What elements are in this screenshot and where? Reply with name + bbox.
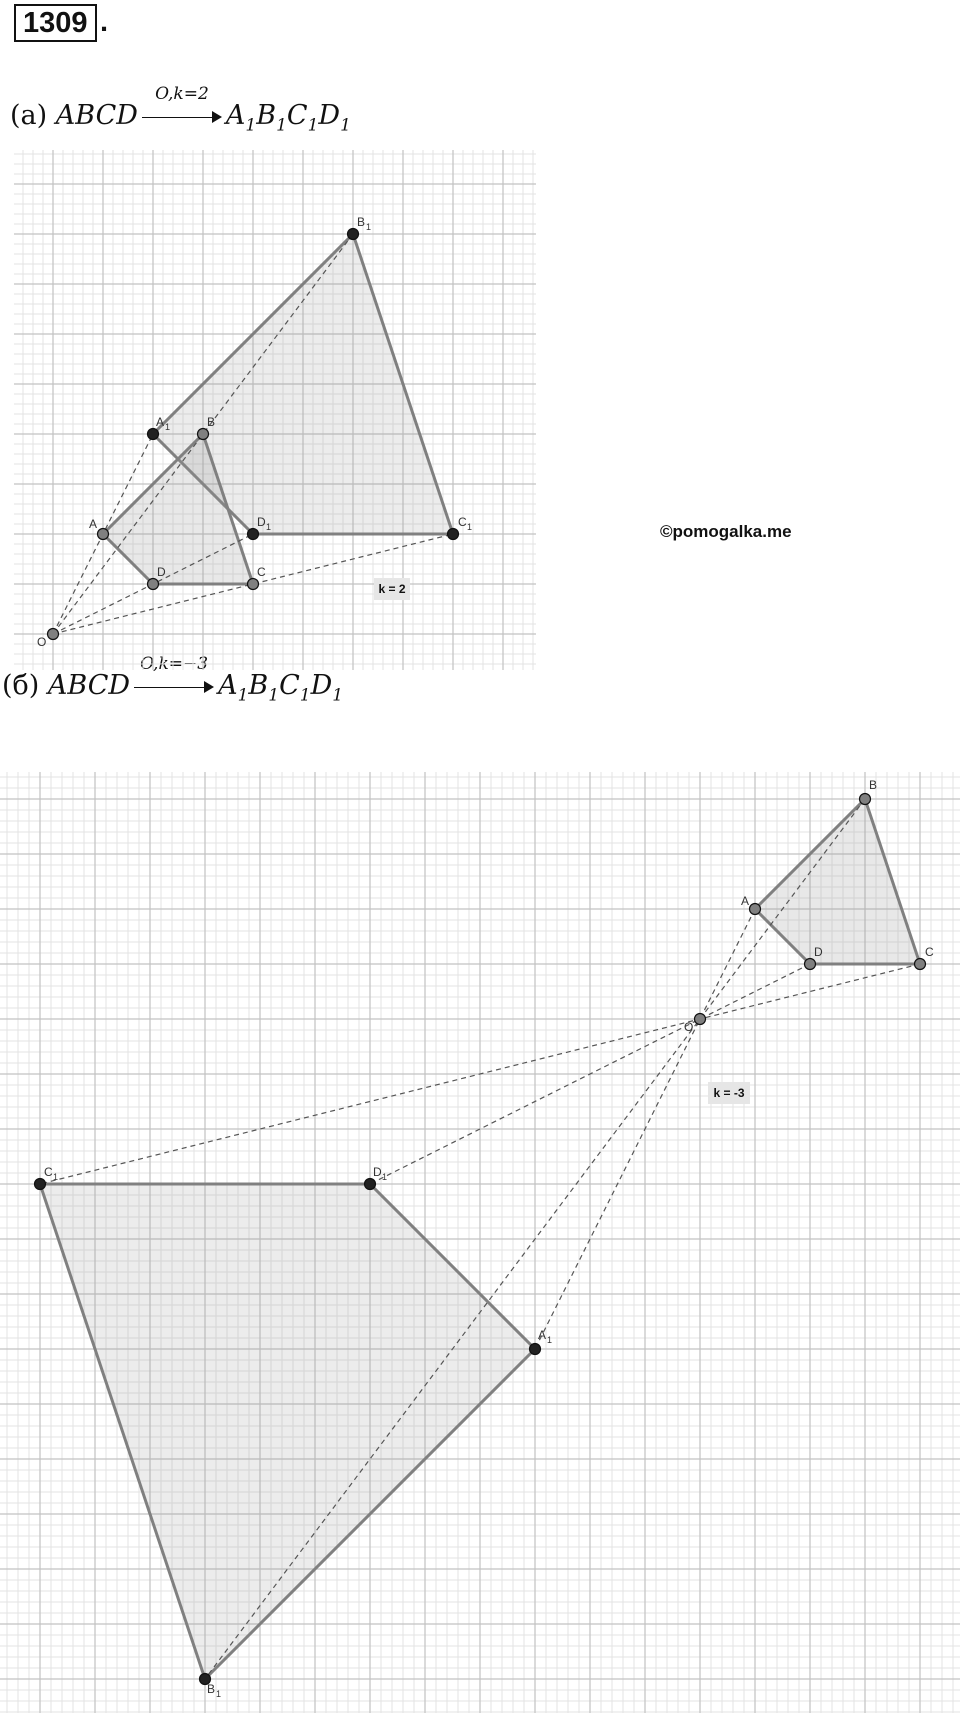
- a-label-a1: A: [156, 415, 165, 429]
- problem-number-dot: .: [100, 6, 109, 38]
- a-point-b: [198, 429, 209, 440]
- a-label-d: D: [157, 565, 166, 579]
- a-point-a1: [148, 429, 159, 440]
- heading-b-to: $A_1B_1C_1D_1$: [218, 670, 344, 706]
- b-point-c: [915, 959, 926, 970]
- diagram-a: [14, 150, 536, 670]
- problem-number: 1309: [14, 4, 97, 42]
- heading-b-arrow: [134, 653, 214, 700]
- a-label-a: A: [89, 517, 98, 531]
- a-label-b: B: [207, 415, 216, 429]
- heading-a-label: (а): [10, 100, 48, 131]
- a-label-d1-sub: 1: [266, 522, 272, 532]
- b-polygon-original: [755, 799, 920, 964]
- a-label-d1: D: [257, 515, 266, 529]
- b-label-d1-sub: 1: [382, 1172, 388, 1182]
- heading-a-from: ABCD: [55, 100, 138, 131]
- a-point-d: [148, 579, 159, 590]
- heading-a-arrow: [142, 83, 222, 130]
- a-label-a1-sub: 1: [165, 422, 171, 432]
- b-label-b1: B: [207, 1682, 216, 1696]
- heading-b-arrow-label: O,k=−3: [140, 653, 209, 674]
- b-point-d: [805, 959, 816, 970]
- a-label-c1-sub: 1: [467, 522, 473, 532]
- a-point-a: [98, 529, 109, 540]
- a-point-c: [248, 579, 259, 590]
- a-label-c1: C: [458, 515, 467, 529]
- b-point-a1: [530, 1344, 541, 1355]
- b-label-b1-sub: 1: [216, 1689, 222, 1699]
- b-point-c1: [35, 1179, 46, 1190]
- b-polygon-image: [40, 1184, 535, 1679]
- b-k-badge: k = -3: [713, 1086, 745, 1100]
- b-label-d: D: [814, 945, 823, 959]
- b-label-o: O: [684, 1020, 694, 1034]
- a-label-o: O: [37, 635, 47, 649]
- a-label-b1-sub: 1: [366, 222, 372, 232]
- b-label-a1-sub: 1: [547, 1335, 553, 1345]
- a-k-badge: k = 2: [378, 582, 406, 596]
- b-point-a: [750, 904, 761, 915]
- b-label-c1: C: [44, 1165, 53, 1179]
- heading-a: [10, 83, 351, 136]
- heading-a-arrow-label: O,k=2: [155, 83, 209, 104]
- a-point-d1: [248, 529, 259, 540]
- heading-a-to: $A_1B_1C_1D_1$: [225, 100, 351, 136]
- b-label-a: A: [741, 894, 750, 908]
- diagram-b: [0, 772, 960, 1713]
- b-label-c: C: [925, 945, 934, 959]
- a-point-o: [48, 629, 59, 640]
- watermark: ©pomogalka.me: [660, 522, 792, 541]
- b-point-d1: [365, 1179, 376, 1190]
- b-point-o: [695, 1014, 706, 1025]
- a-label-c: C: [257, 565, 266, 579]
- heading-b: [2, 653, 344, 706]
- a-label-b1: B: [357, 215, 366, 229]
- a-point-b1: [348, 229, 359, 240]
- b-label-b: B: [869, 778, 878, 792]
- b-label-c1-sub: 1: [53, 1172, 59, 1182]
- b-label-d1: D: [373, 1165, 382, 1179]
- b-point-b: [860, 794, 871, 805]
- b-label-a1: A: [538, 1328, 547, 1342]
- a-point-c1: [448, 529, 459, 540]
- heading-b-label: (б): [2, 670, 40, 701]
- heading-b-from: ABCD: [47, 670, 131, 701]
